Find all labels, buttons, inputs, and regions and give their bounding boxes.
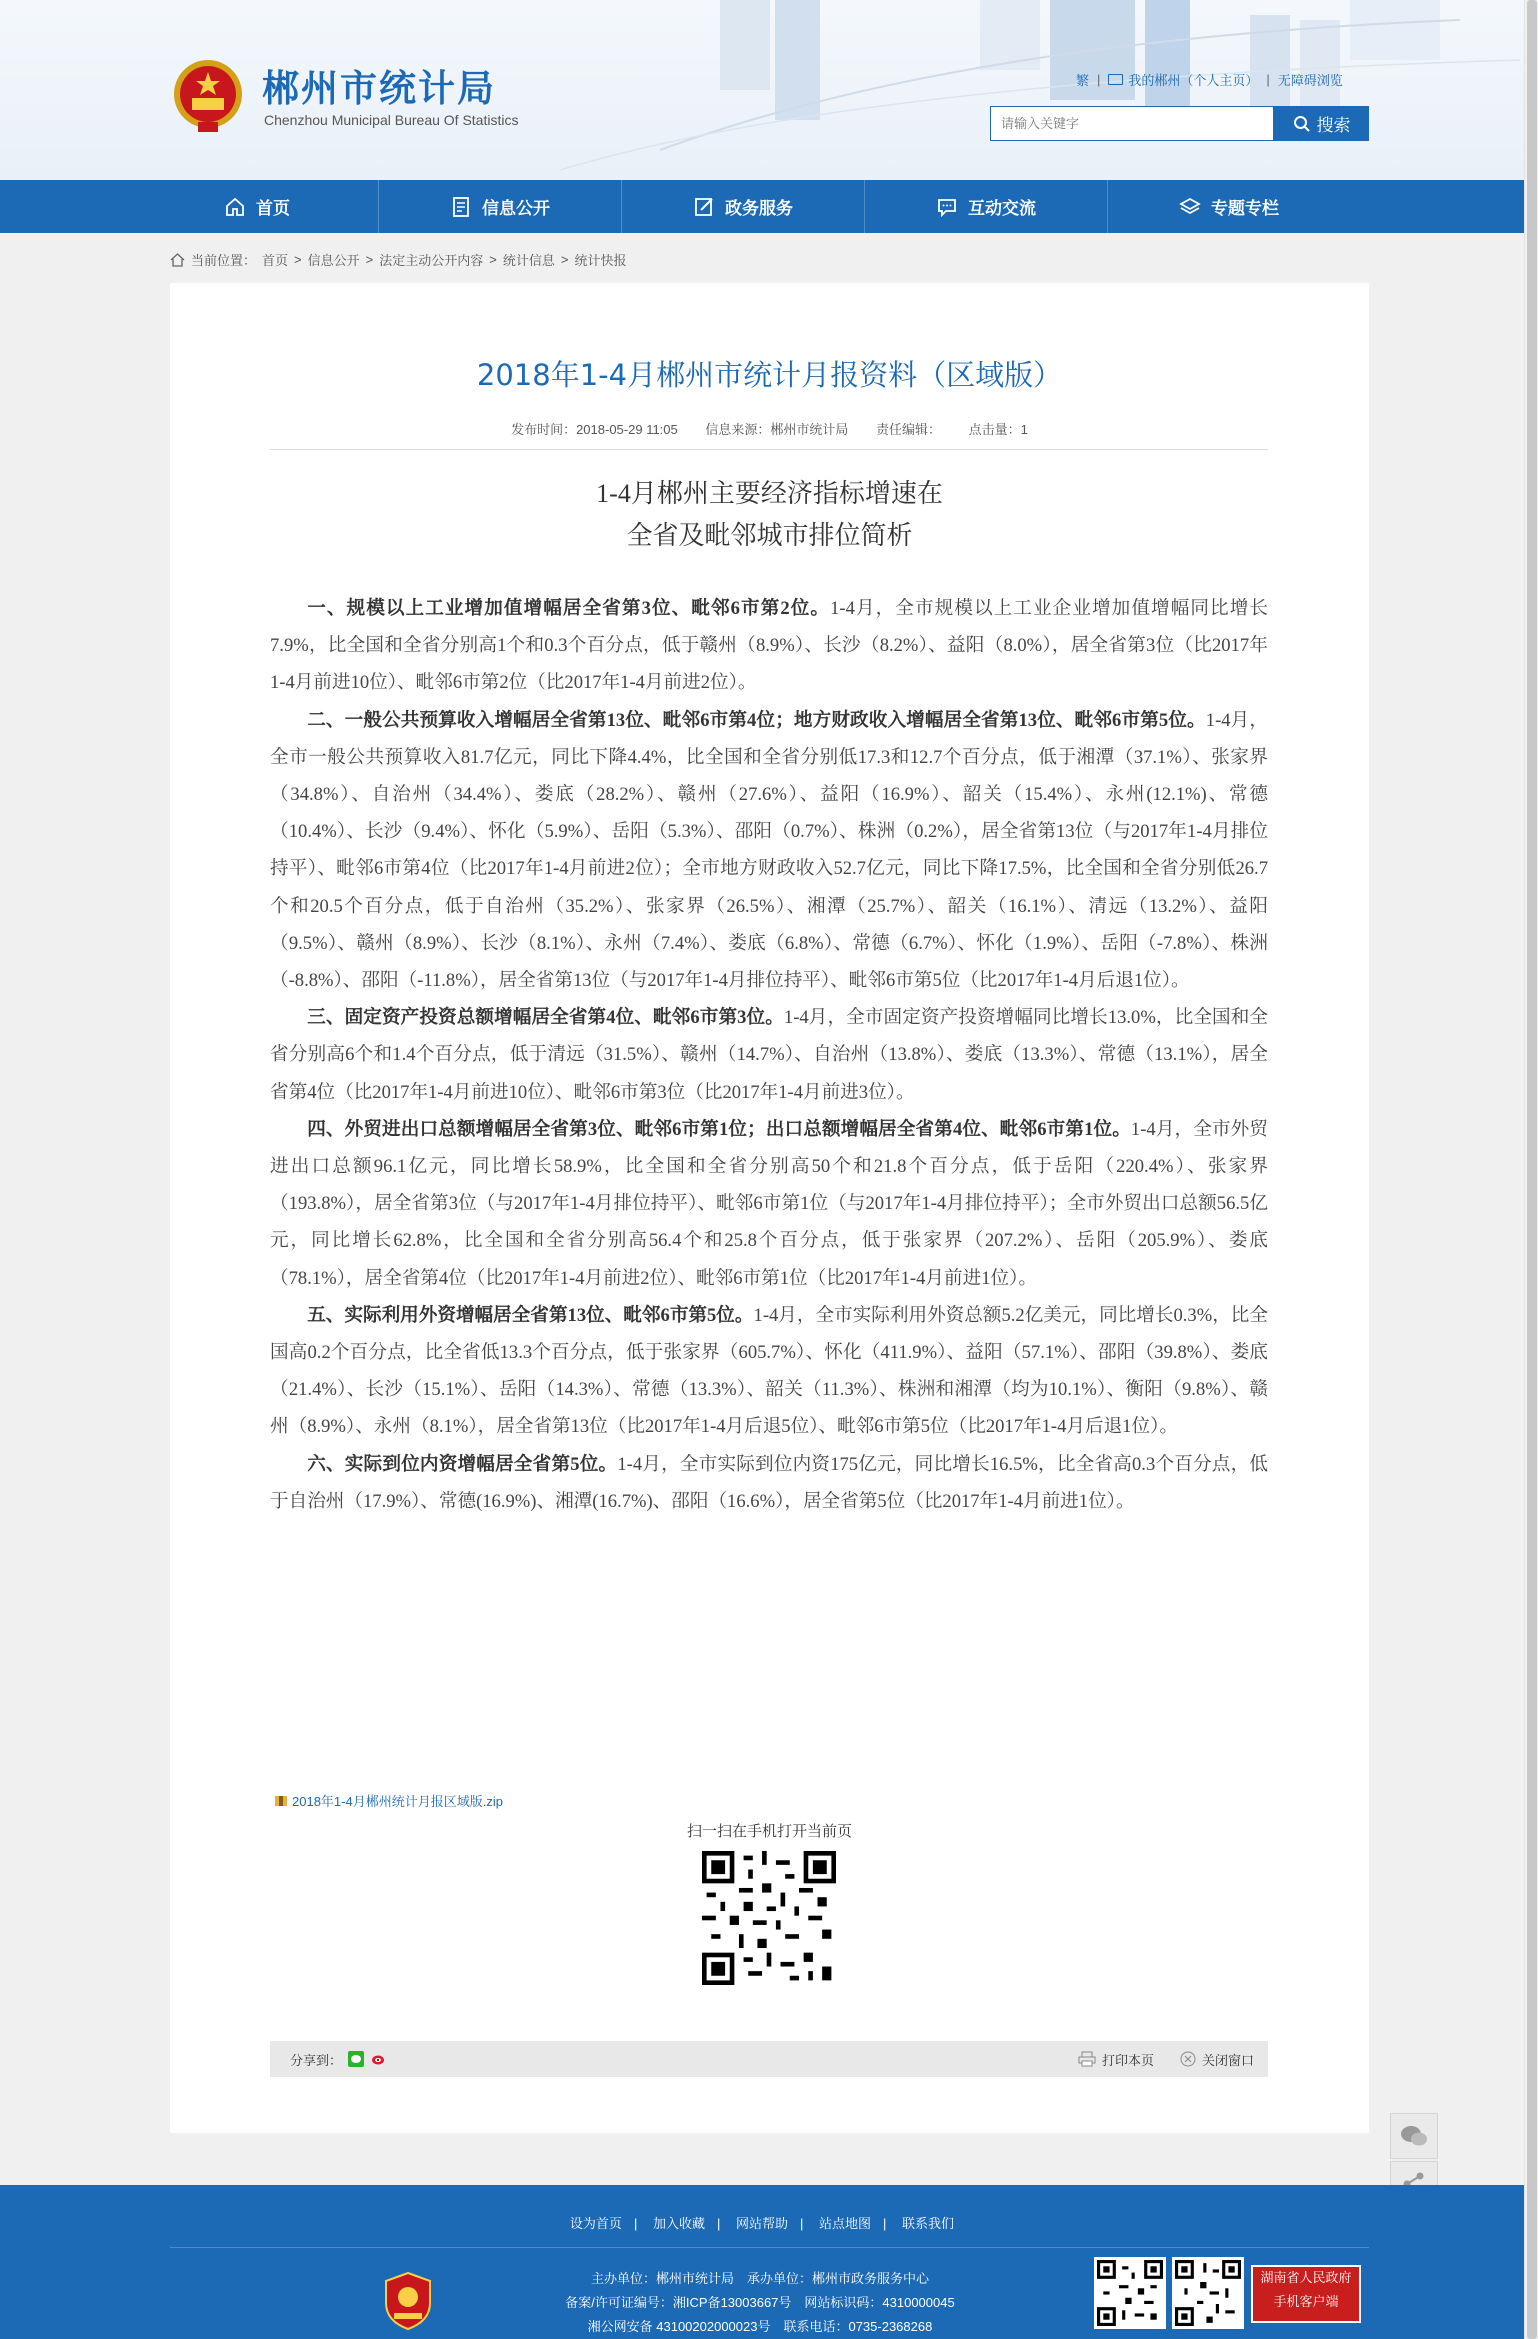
breadcrumb-separator: > xyxy=(489,252,497,267)
share-label: 分享到： xyxy=(290,2052,343,2068)
header-background-graphic xyxy=(560,0,1520,180)
paragraph-heading: 一、规模以上工业增加值增幅居全省第3位、毗邻6市第2位。 xyxy=(307,598,831,619)
qr-code xyxy=(702,1851,836,1985)
divider: | xyxy=(800,2216,804,2231)
breadcrumb-item[interactable]: 首页 xyxy=(262,253,289,268)
gov-badge-subtitle: 手机客户端 xyxy=(1273,2295,1339,2310)
divider: | xyxy=(716,2216,721,2231)
nav-item-gov-services[interactable] xyxy=(622,180,864,233)
editor: 责任编辑： xyxy=(876,422,942,437)
article-container xyxy=(170,283,1369,2133)
page-actions xyxy=(1078,2050,1254,2069)
divider xyxy=(270,449,1268,450)
article-meta xyxy=(170,419,1369,438)
breadcrumb-separator: > xyxy=(365,252,374,267)
footer-qr-code xyxy=(1094,2257,1166,2329)
article-paragraph xyxy=(270,1446,1268,1520)
article-body xyxy=(270,590,1268,1520)
site-title[interactable]: 郴州市统计局 xyxy=(262,67,496,110)
qr-label: 扫一扫在手机打开当前页 xyxy=(686,1822,852,1840)
search-input[interactable] xyxy=(990,106,1274,141)
breadcrumb-item[interactable]: 法定主动公开内容 xyxy=(379,253,484,268)
click-count: 点击量：1 xyxy=(968,422,1028,437)
scrollbar-thumb[interactable] xyxy=(1527,0,1537,2339)
wechat-icon xyxy=(1399,2123,1429,2149)
footer-info xyxy=(500,2267,1020,2339)
footer-police-record: 湘公网安备 43100202000023号 联系电话：0735-2368268 xyxy=(587,2319,933,2334)
nav-label: 信息公开 xyxy=(482,199,550,219)
paragraph-heading: 二、一般公共预算收入增幅居全省第13位、毗邻6市第4位；地方财政收入增幅居全省第13位、毗邻6市第5位。 xyxy=(307,709,1206,731)
paragraph-text: 1-4月，全市外贸进出口总额96.1亿元，同比增长58.9%，比全国和全省分别高50个和21.8个百分点，低于岳阳（220.4%）、张家界（193.8%），居全省第3位（与2017年1-4月排位持平）、毗邻6市第1位（与2017年1-4月排位持平）；全市外贸出口总额56.5亿元，同比增长62.8%，比全国和全省分别高56.4个和25.8个百分点，低于张家界（207.2%）、岳阳（205.9%）、娄底（78.1%），居全省第4位（比2017年1-4月前进2位）、毗邻6市第1位（比2017年1-4月前进1位）。 xyxy=(270,1118,1268,1289)
breadcrumb-prefix: 当前位置： xyxy=(191,253,257,268)
article-paragraph xyxy=(270,999,1268,1111)
divider xyxy=(170,2247,1369,2248)
footer-qr-code xyxy=(1172,2257,1244,2329)
home-icon xyxy=(224,196,246,218)
article-subheading xyxy=(170,473,1369,557)
close-window-button[interactable]: 关闭窗口 xyxy=(1201,2052,1254,2068)
zip-file-icon xyxy=(274,1794,288,1808)
divider: | xyxy=(1266,72,1270,87)
paragraph-text: 1-4月，全市固定资产投资增幅同比增长13.0%，比全国和全省分别高6个和1.4个百分点，低于清远（31.5%）、赣州（14.7%）、自治州（13.8%）、娄底（13.3%）、常德（13.1%），居全省第4位（比2017年1-4月前进10位）、毗邻6市第3位（比2017年1-4月前进3位）。 xyxy=(270,1007,1268,1103)
home-icon xyxy=(170,253,185,267)
page-scrollbar[interactable] xyxy=(1524,0,1538,2339)
nav-item-home[interactable] xyxy=(136,180,378,233)
paragraph-text: 1-4月，全市实际利用外资总额5.2亿美元，同比增长0.3%，比全国高0.2个百分点，比全省低13.3个百分点，低于张家界（605.7%）、怀化（411.9%）、益阳（57.1%）、邵阳（39.8%）、娄底（21.4%）、长沙（15.1%）、岳阳（14.3%）、常德（13.3%）、韶关（11.3%）、株洲和湘潭（均为10.1%）、衡阳（9.8%）、赣州（8.9%）、永州（8.1%），居全省第13位（比2017年1-4月后退5位）、毗邻6市第5位（比2017年1-4月后退1位）。 xyxy=(270,1304,1269,1438)
breadcrumb-item[interactable]: 信息公开 xyxy=(307,253,360,268)
footer-link-help[interactable]: 网站帮助 xyxy=(735,2216,788,2231)
document-icon xyxy=(450,196,472,218)
article-paragraph xyxy=(270,1111,1268,1297)
site-footer xyxy=(0,2185,1524,2339)
close-circle-icon xyxy=(1180,2051,1196,2067)
paragraph-heading: 五、实际利用外资增幅居全省第13位、毗邻6市第5位。 xyxy=(307,1304,754,1326)
divider: | xyxy=(883,2216,887,2231)
main-nav xyxy=(0,180,1524,233)
nav-item-interaction[interactable] xyxy=(865,180,1107,233)
footer-sponsor: 主办单位：郴州市统计局 承办单位：郴州市政务服务中心 xyxy=(590,2271,929,2286)
edit-icon xyxy=(693,196,715,218)
footer-link-sitemap[interactable]: 站点地图 xyxy=(819,2216,872,2231)
footer-link-set-homepage[interactable]: 设为首页 xyxy=(569,2216,622,2231)
paragraph-text: 1-4月，全市实际到位内资175亿元，同比增长16.5%，比全省高0.3个百分点，低于自治州（17.9%）、常德(16.9%)、湘潭(16.7%)、邵阳（16.6%），居全省第5位（比2017年1-4月前进1位）。 xyxy=(270,1453,1268,1512)
paragraph-heading: 六、实际到位内资增幅居全省第5位。 xyxy=(307,1453,618,1475)
layers-icon xyxy=(1179,196,1201,218)
nav-label: 首页 xyxy=(256,199,290,219)
article-title: 2018年1-4月郴州市统计月报资料（区域版） xyxy=(476,358,1063,392)
paragraph-text: 1-4月，全市一般公共预算收入81.7亿元，同比下降4.4%，比全国和全省分别低17.3和12.7个百分点，低于湘潭（37.1%）、张家界（34.8%）、自治州（34.4%）、娄底（28.2%）、赣州（27.6%）、益阳（16.9%）、韶关（15.4%）、永州(12.1%)、常德（10.4%）、长沙（9.4%）、怀化（5.9%）、岳阳（5.3%）、邵阳（0.7%）、株洲（0.2%），居全省第13位（与2017年1-4月排位持平）、毗邻6市第4位（比2017年1-4月前进2位）；全市地方财政收入52.7亿元，同比下降17.5%，比全国和全省分别低26.7个和20.5个百分点，低于自治州（35.2%）、张家界（26.5%）、湘潭（25.7%）、韶关（16.1%）、清远（13.2%）、益阳（9.5%）、赣州（8.9%）、长沙（8.1%）、永州（7.4%）、娄底（6.8%）、常德（6.7%）、怀化（1.9%）、岳阳（-7.8%）、株洲（-8.8%）、邵阳（-11.8%），居全省第13位（与2017年1-4月排位持平）、毗邻6市第5位（比2017年1-4月后退1位）。 xyxy=(270,709,1268,992)
gov-badge-title: 湖南省人民政府 xyxy=(1260,2271,1352,2286)
print-button[interactable]: 打印本页 xyxy=(1101,2052,1154,2068)
nav-label: 专题专栏 xyxy=(1211,199,1279,219)
share-bar xyxy=(270,2041,1268,2077)
weibo-icon[interactable] xyxy=(370,2051,386,2067)
accessibility-link[interactable]: 无障碍浏览 xyxy=(1277,73,1343,88)
divider: | xyxy=(633,2216,638,2231)
my-chenzhou-link[interactable]: 我的郴州（个人主页） xyxy=(1128,73,1259,88)
national-emblem-logo xyxy=(170,54,246,136)
breadcrumb xyxy=(170,250,626,269)
chat-icon xyxy=(936,196,958,218)
paragraph-heading: 四、外贸进出口总额增幅居全省第3位、毗邻6市第1位；出口总额增幅居全省第4位、毗邻6市第1位。 xyxy=(307,1118,1131,1140)
info-source: 信息来源：郴州市统计局 xyxy=(705,422,849,437)
breadcrumb-item[interactable]: 统计信息 xyxy=(502,253,555,268)
footer-link-add-favorite[interactable]: 加入收藏 xyxy=(652,2216,705,2231)
site-header xyxy=(0,0,1524,180)
wechat-icon[interactable] xyxy=(348,2051,364,2067)
nav-label: 政务服务 xyxy=(725,199,793,219)
paragraph-heading: 三、固定资产投资总额增幅居全省第4位、毗邻6市第3位。 xyxy=(307,1007,784,1029)
nav-item-special-topics[interactable] xyxy=(1108,180,1350,233)
nav-item-info-disclosure[interactable] xyxy=(379,180,621,233)
site-subtitle: Chenzhou Municipal Bureau Of Statistics xyxy=(264,112,519,128)
floating-wechat-button[interactable] xyxy=(1390,2113,1438,2159)
search-button[interactable] xyxy=(1274,106,1369,141)
footer-icp: 备案/许可证编号：湘ICP备13003667号 网站标识码：4310000045 xyxy=(565,2295,955,2310)
attachment-filename: 2018年1-4月郴州统计月报区域版.zip xyxy=(292,1794,503,1809)
share-group xyxy=(290,2050,386,2069)
article-paragraph xyxy=(270,702,1268,1000)
paragraph-text: 1-4月，全市规模以上工业企业增加值增幅同比增长7.9%，比全国和全省分别高1个和0.3个百分点，低于赣州（8.9%）、长沙（8.2%）、益阳（8.0%），居全省第3位（比2017年1-4月前进10位）、毗邻6市第2位（比2017年1-4月前进2位）。 xyxy=(270,598,1268,694)
nav-label: 互动交流 xyxy=(968,199,1036,219)
breadcrumb-separator: > xyxy=(560,252,569,267)
article-paragraph xyxy=(270,1297,1268,1446)
search-button-label: 搜索 xyxy=(1316,116,1351,136)
breadcrumb-item[interactable]: 统计快报 xyxy=(574,253,627,268)
attachment-link[interactable] xyxy=(274,1791,503,1810)
divider: | xyxy=(1097,72,1101,87)
party-gov-badge-icon[interactable] xyxy=(382,2271,434,2331)
footer-link-contact[interactable]: 联系我们 xyxy=(902,2216,955,2231)
traditional-chinese-link[interactable]: 繁 xyxy=(1076,73,1090,88)
monitor-icon xyxy=(1108,74,1123,85)
subheading-line: 全省及毗邻城市排位简析 xyxy=(626,521,913,550)
article-paragraph xyxy=(270,590,1268,702)
hunan-gov-app-badge[interactable] xyxy=(1251,2265,1361,2323)
printer-icon xyxy=(1078,2051,1096,2067)
footer-links xyxy=(0,2213,1524,2232)
publish-time: 发布时间：2018-05-29 11:05 xyxy=(511,422,678,437)
breadcrumb-separator: > xyxy=(294,252,302,267)
subheading-line: 1-4月郴州主要经济指标增速在 xyxy=(596,479,943,508)
top-links xyxy=(1076,70,1343,89)
search-icon xyxy=(1293,115,1311,133)
